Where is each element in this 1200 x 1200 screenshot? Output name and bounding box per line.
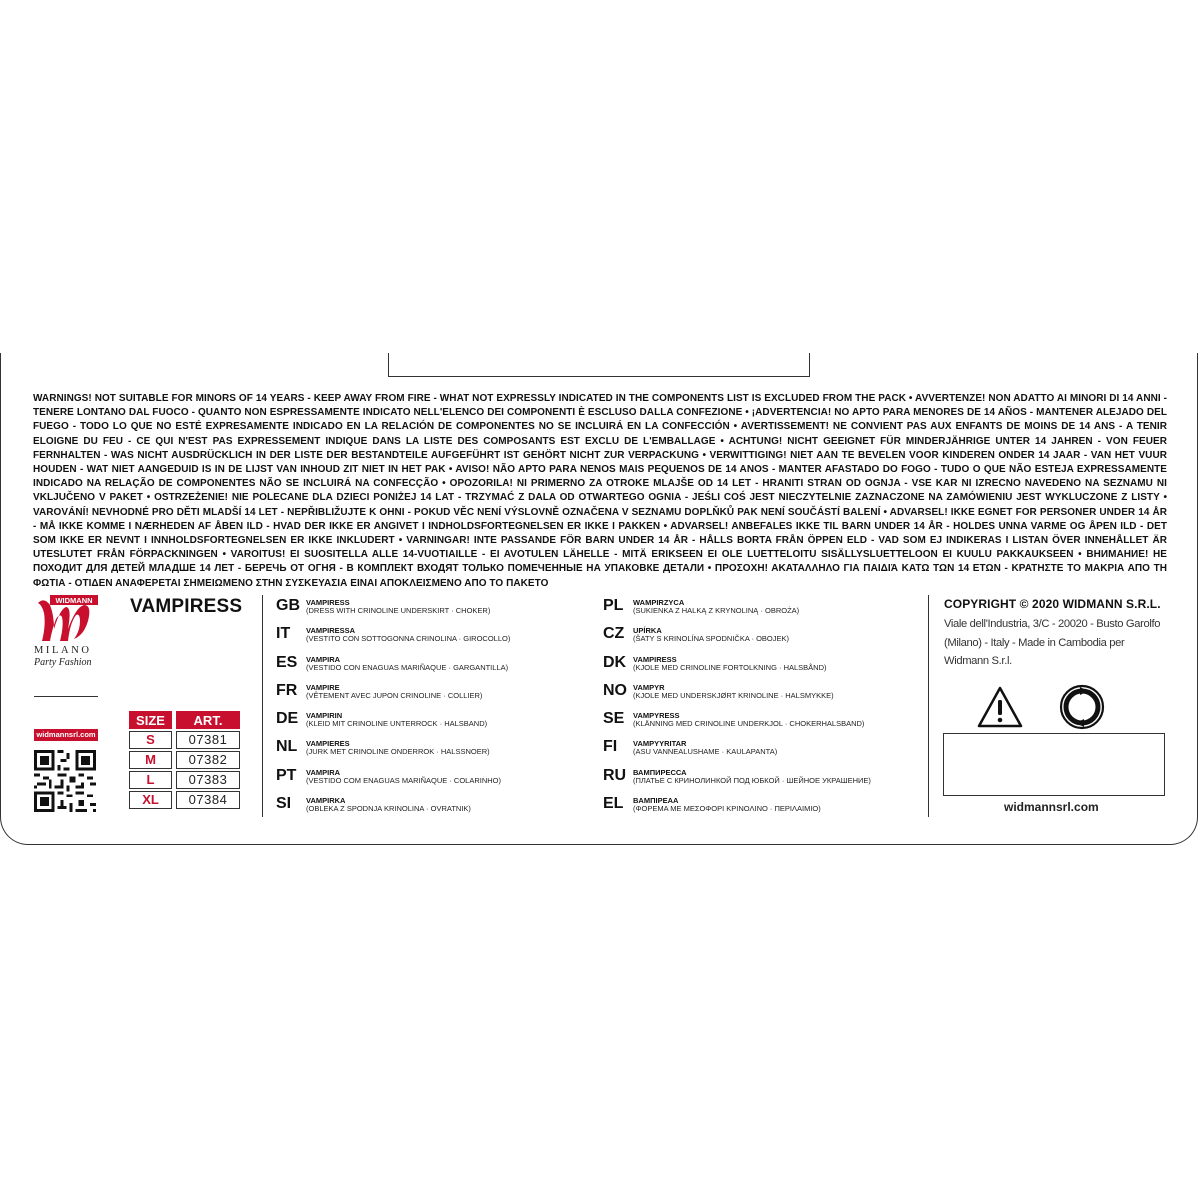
lang-code: CZ xyxy=(603,625,625,643)
art-cell: 07381 xyxy=(176,731,240,749)
lang-desc: (ПЛАТЬЕ С КРИНОЛИНКОЙ ПОД ЮБКОЙ · ШЕЙНОЕ УКРАШЕНИЕ) xyxy=(633,775,871,785)
lang-code: PL xyxy=(603,597,624,614)
table-row xyxy=(129,791,240,809)
warning-triangle-icon xyxy=(977,685,1023,729)
copyright-text: COPYRIGHT © 2020 WIDMANN S.R.L. xyxy=(944,597,1161,611)
footer-website: widmannsrl.com xyxy=(1004,800,1099,814)
logo-city: MILANO xyxy=(34,645,92,656)
lang-desc: (KJOLE MED UNDERSKJØRT KRINOLINE · HALSMYKKE) xyxy=(633,690,834,700)
lang-desc: (KJOLE MED CRINOLINE FORTOLKNING · HALSBÅND) xyxy=(633,662,827,672)
lang-name: VAMPIRESSA xyxy=(306,626,356,636)
art-cell: 07384 xyxy=(176,791,240,809)
lang-name: VAMPIRESS xyxy=(633,654,677,664)
lang-desc: (OBLEKA Z SPODNJA KRINOLINA · OVRATNIK) xyxy=(306,804,471,814)
lang-desc: (ASU VANNEALUSHAME · KAULAPANTA) xyxy=(633,747,778,757)
lang-name: VAMPIRA xyxy=(306,654,341,664)
site-badge: widmannsrl.com xyxy=(34,729,98,741)
size-cell: XL xyxy=(129,791,172,809)
lang-name: VAMPIERES xyxy=(306,739,350,749)
size-cell: M xyxy=(129,751,172,769)
lang-code: RU xyxy=(603,766,627,784)
size-cell: L xyxy=(129,771,172,789)
lang-name: ΒΑΜΠΙΡΕΑΑ xyxy=(633,796,679,806)
lang-name: WAMPIRZYCA xyxy=(633,598,685,607)
lang-desc: (SUKIENKA Z HALKĄ Z KRYNOLINĄ · OBROŻA) xyxy=(633,606,800,615)
lang-desc: (KLEID MIT CRINOLINE UNTERROCK · HALSBAND) xyxy=(306,719,488,729)
table-row xyxy=(129,731,240,749)
lang-code: DE xyxy=(276,710,299,728)
table-row xyxy=(129,771,240,789)
column-divider xyxy=(928,595,929,817)
lang-code: DK xyxy=(603,653,627,671)
lang-desc: (ŠATY S KRINOLÍNA SPODNIČKA · OBOJEK) xyxy=(633,634,790,644)
product-title: VAMPIRESS xyxy=(130,596,243,617)
lang-name: VAMPIRESS xyxy=(306,598,350,607)
lang-desc: (ΦΟΡΕΜΑ ΜΕ ΜΕΣΟΦΟΡΙ ΚΡΙΝΟΛΙΝΟ · ΠΕΡΙΛΑΙΜΙΟ) xyxy=(633,804,821,814)
warnings-text: WARNINGS! NOT SUITABLE FOR MINORS OF 14 YEARS - KEEP AWAY FROM FIRE - WHAT NOT EXPRESSLY INDICATED IN THE COMPONENTS LIST IS EXCLUDED FROM THE PACK • AVVERTENZE! NON ADATTO AI MINORI DI 14 ANNI - TENERE LONTANO DAL FUOCO - QUANTO NON ESPRESSAMENTE INDICATO NELL'ELENCO DEI COMPONENTI È ESCLUSO DALLA CONFEZIONE • ¡ADVERTENCIA! NO APTO PARA MENORES DE 14 AÑOS - MANTENER ALEJADO DEL FUEGO - TODO LO QUE NO ESTÉ EXPRESAMENTE INDICADO EN LA RELACIÓN DE COMPONENTES NO SE INCLUIRÁ EN LA CONFECCIÓN • AVERTISSEMENT! NE CONVIENT PAS AUX ENFANTS DE MOINS DE 14 ANS - A TENIR ELOIGNE DU FEU - CE QUI N'EST PAS EXPRESSEMENT INDIQUE DANS LA LISTE DES COMPOSANTS EST EXCLU DE L'EMBALLAGE • ACHTUNG! NICHT GEEIGNET FÜR MINDERJÄHRIGE UNTER 14 JAHREN - VON FEUER FERNHALTEN - WAS NICHT AUSDRÜCKLICH IN DER LISTE DER BESTANDTEILE AUFGEFÜHRT IST GEHÖRT NICHT ZUR VERPACKUNG • VERWITTIGING! NIET AAN TE BEVELEN VOOR KINDEREN ONDER 14 JAAR - VAN HET VUUR HOUDEN - WAT NIET AANGEDUID IS IN DE LIJST VAN INHOUD ZIT NIET IN HET PAK • AVISO! NÃO APTO PARA NENOS MAIS PEQUENOS DE 14 ANOS - MANTER AFASTADO DO FOGO - TUDO O QUE NÃO ESTEJA EXPRESSAMENTE INDICADO NA RELAÇÃO DE COMPONENTES NÃO SE INCLUIRÁ NA CONFECÇÃO • OPOZORILA! NI PRIMERNO ZA OTROKE MLAJŠE OD 14 LET - HRANITI STRAN OD OGNJA - VSE KAR NI IZRECNO NAVEDENO NA SEZNAMU NI VKLJUČENO V PAKET • OSTRZEŻENIE! NIE POLECANE DLA DZIECI PONIŻEJ 14 LAT - TRZYMAĆ Z DALA OD OTWARTEGO OGNIA - JEŚLI COŚ JEST NIECZYTELNIE ZAZNACZONE NA ZAMÓWIENIU JEST WYKLUCZONE Z LISTY • VAROVÁNÍ! NEVHODNÉ PRO DĚTI MLADŠÍ 14 LET - NEPŘIBLIŽUJTE K OHNI - POKUD VĚC NENÍ VÝSLOVNĚ OZNAČENA V SEZNAMU DOPLŇKŮ PAK NENÍ SOUČÁSTÍ BALENÍ • ADVARSEL! IKKE EGNET FOR PERSONER UNDER 14 ÅR - MÅ IKKE KOMME I NÆRHEDEN AF ÅBEN ILD - HVAD DER IKKE ER ANGIVET I INDHOLDSFORTEGNELSEN ER IKKE I PAKKEN • ADVARSEL! ANBEFALES IKKE TIL BARN UNDER 14 ÅR - HOLDES UNNA VARME OG ÅPEN ILD - DET SOM IKKE ER NEVNT I INNHOLDSFORTEGNELSEN ER IKKE INKLUDERT • VARNINGAR! INTE PASSANDE FÖR BARN UNDER 14 ÅR - HÅLLS BORTA FRÅN ÖPPEN ELD - VAD SOM EJ INDIKERAS I LISTAN ÖVER INNEHÅLLET ÄR UTESLUTET FRÅN FÖRPACKNINGEN • VAROITUS! EI SUOSITELLA ALLE 14-VUOTIAILLE - EI AVOTULEN LÄHELLE - MITÄ ERIKSEEN EI OLE LUETTELOITU SISÄLLYSLUETTELOON EI KUULU PAKKAUKSEEN • ВНИМАНИЕ! НЕ ПОХОДИТ ДЛЯ ДЕТЕЙ МЛАДШЕ 14 ЛЕТ - БЕРЕЧЬ ОТ ОГНЯ - В КОМПЛЕКТ ВХОДЯТ ТОЛЬКО ПОМЕЧЕННЫЕ НА УПАКОВКЕ ДЕТАЛИ • ΠΡΟΣΟΧΗ! ΑΚΑΤΑΛΛΗΛΟ ΓΙΑ ΠΑΙΔΙΆ ΚΑΤΩ ΤΩΝ 14 ΕΤΩΝ - ΚΡΑΤΗΣΤΕ ΤΟ ΜΑΚΡΙΑ ΑΠΟ ΤΗ ΦΩΤΙΑ - ΟΤΙΔΕΝ ΑΝΑΦΕΡΕΤΑΙ ΣΗΜΕΙΩΜΕΝΟ ΣΤΗΝ ΣΥΣΚΕΥΑΣΙΑ ΕΙΝΑΙ ΑΠΟΚΛΕΙΣΜΕΝΟ ΑΠΟ ΤΟ ΠΑΚΕΤΟ xyxy=(33,393,1167,589)
lang-name: VAMPIRKA xyxy=(306,796,346,806)
art-cell: 07383 xyxy=(176,771,240,789)
lang-code: GB xyxy=(276,597,300,614)
logo-word: WIDMANN xyxy=(55,596,93,605)
green-dot-recycle-icon xyxy=(1059,684,1105,730)
top-window-cutout xyxy=(388,353,810,377)
blank-box xyxy=(943,733,1165,796)
lang-desc: (JURK MET CRINOLINE ONDERROK · HALSSNOER) xyxy=(306,747,490,757)
lang-code: SE xyxy=(603,710,625,728)
lang-code: PT xyxy=(276,766,297,784)
lang-name: VAMPIRE xyxy=(306,682,340,692)
lang-name: VAMPYR xyxy=(633,682,665,692)
lang-desc: (DRESS WITH CRINOLINE UNDERSKIRT · CHOKER) xyxy=(306,606,491,615)
art-header: ART. xyxy=(176,711,240,729)
lang-desc: (VESTITO CON SOTTOGONNA CRINOLINA · GIROCOLLO) xyxy=(306,634,511,644)
lang-name: VAMPIRIN xyxy=(306,711,343,721)
lang-desc: (VÊTEMENT AVEC JUPON CRINOLINE · COLLIER) xyxy=(306,690,483,700)
lang-code: SI xyxy=(276,795,292,813)
lang-name: VAMPYRESS xyxy=(633,711,680,721)
column-divider xyxy=(262,595,263,817)
widmann-logo-icon xyxy=(34,595,100,645)
address-text: Viale dell'Industria, 3/C - 20020 - Busto Garolfo (Milano) - Italy - Made in Cambodia per Widmann S.r.l. xyxy=(944,618,1161,667)
lang-desc: (KLÄNNING MED CRINOLINE UNDERKJOL · CHOKERHALSBAND) xyxy=(633,719,865,729)
size-table xyxy=(125,709,244,811)
logo-tagline: Party Fashion xyxy=(34,657,92,668)
lang-code: NL xyxy=(276,738,298,756)
lang-name: VAMPYYRITAR xyxy=(633,739,687,749)
size-header: SIZE xyxy=(129,711,172,729)
size-cell: S xyxy=(129,731,172,749)
lang-name: ВАМПИРЕССА xyxy=(633,767,687,777)
lang-code: NO xyxy=(603,681,627,699)
art-cell: 07382 xyxy=(176,751,240,769)
lang-code: FR xyxy=(276,681,298,699)
lang-name: UPÍRKA xyxy=(633,626,662,636)
lang-name: VAMPIRA xyxy=(306,767,341,777)
table-row xyxy=(129,751,240,769)
lang-code: ES xyxy=(276,653,298,671)
logo-divider xyxy=(34,696,98,697)
lang-code: FI xyxy=(603,738,618,756)
lang-code: IT xyxy=(276,625,291,643)
lang-desc: (VESTIDO COM ENAGUAS MARIÑAQUE · COLARINHO) xyxy=(306,775,502,785)
lang-desc: (VESTIDO CON ENAGUAS MARIÑAQUE · GARGANTILLA) xyxy=(306,662,509,672)
qr-code-icon xyxy=(34,750,96,812)
logo-registered: ® xyxy=(94,597,98,603)
lang-code: EL xyxy=(603,795,624,813)
